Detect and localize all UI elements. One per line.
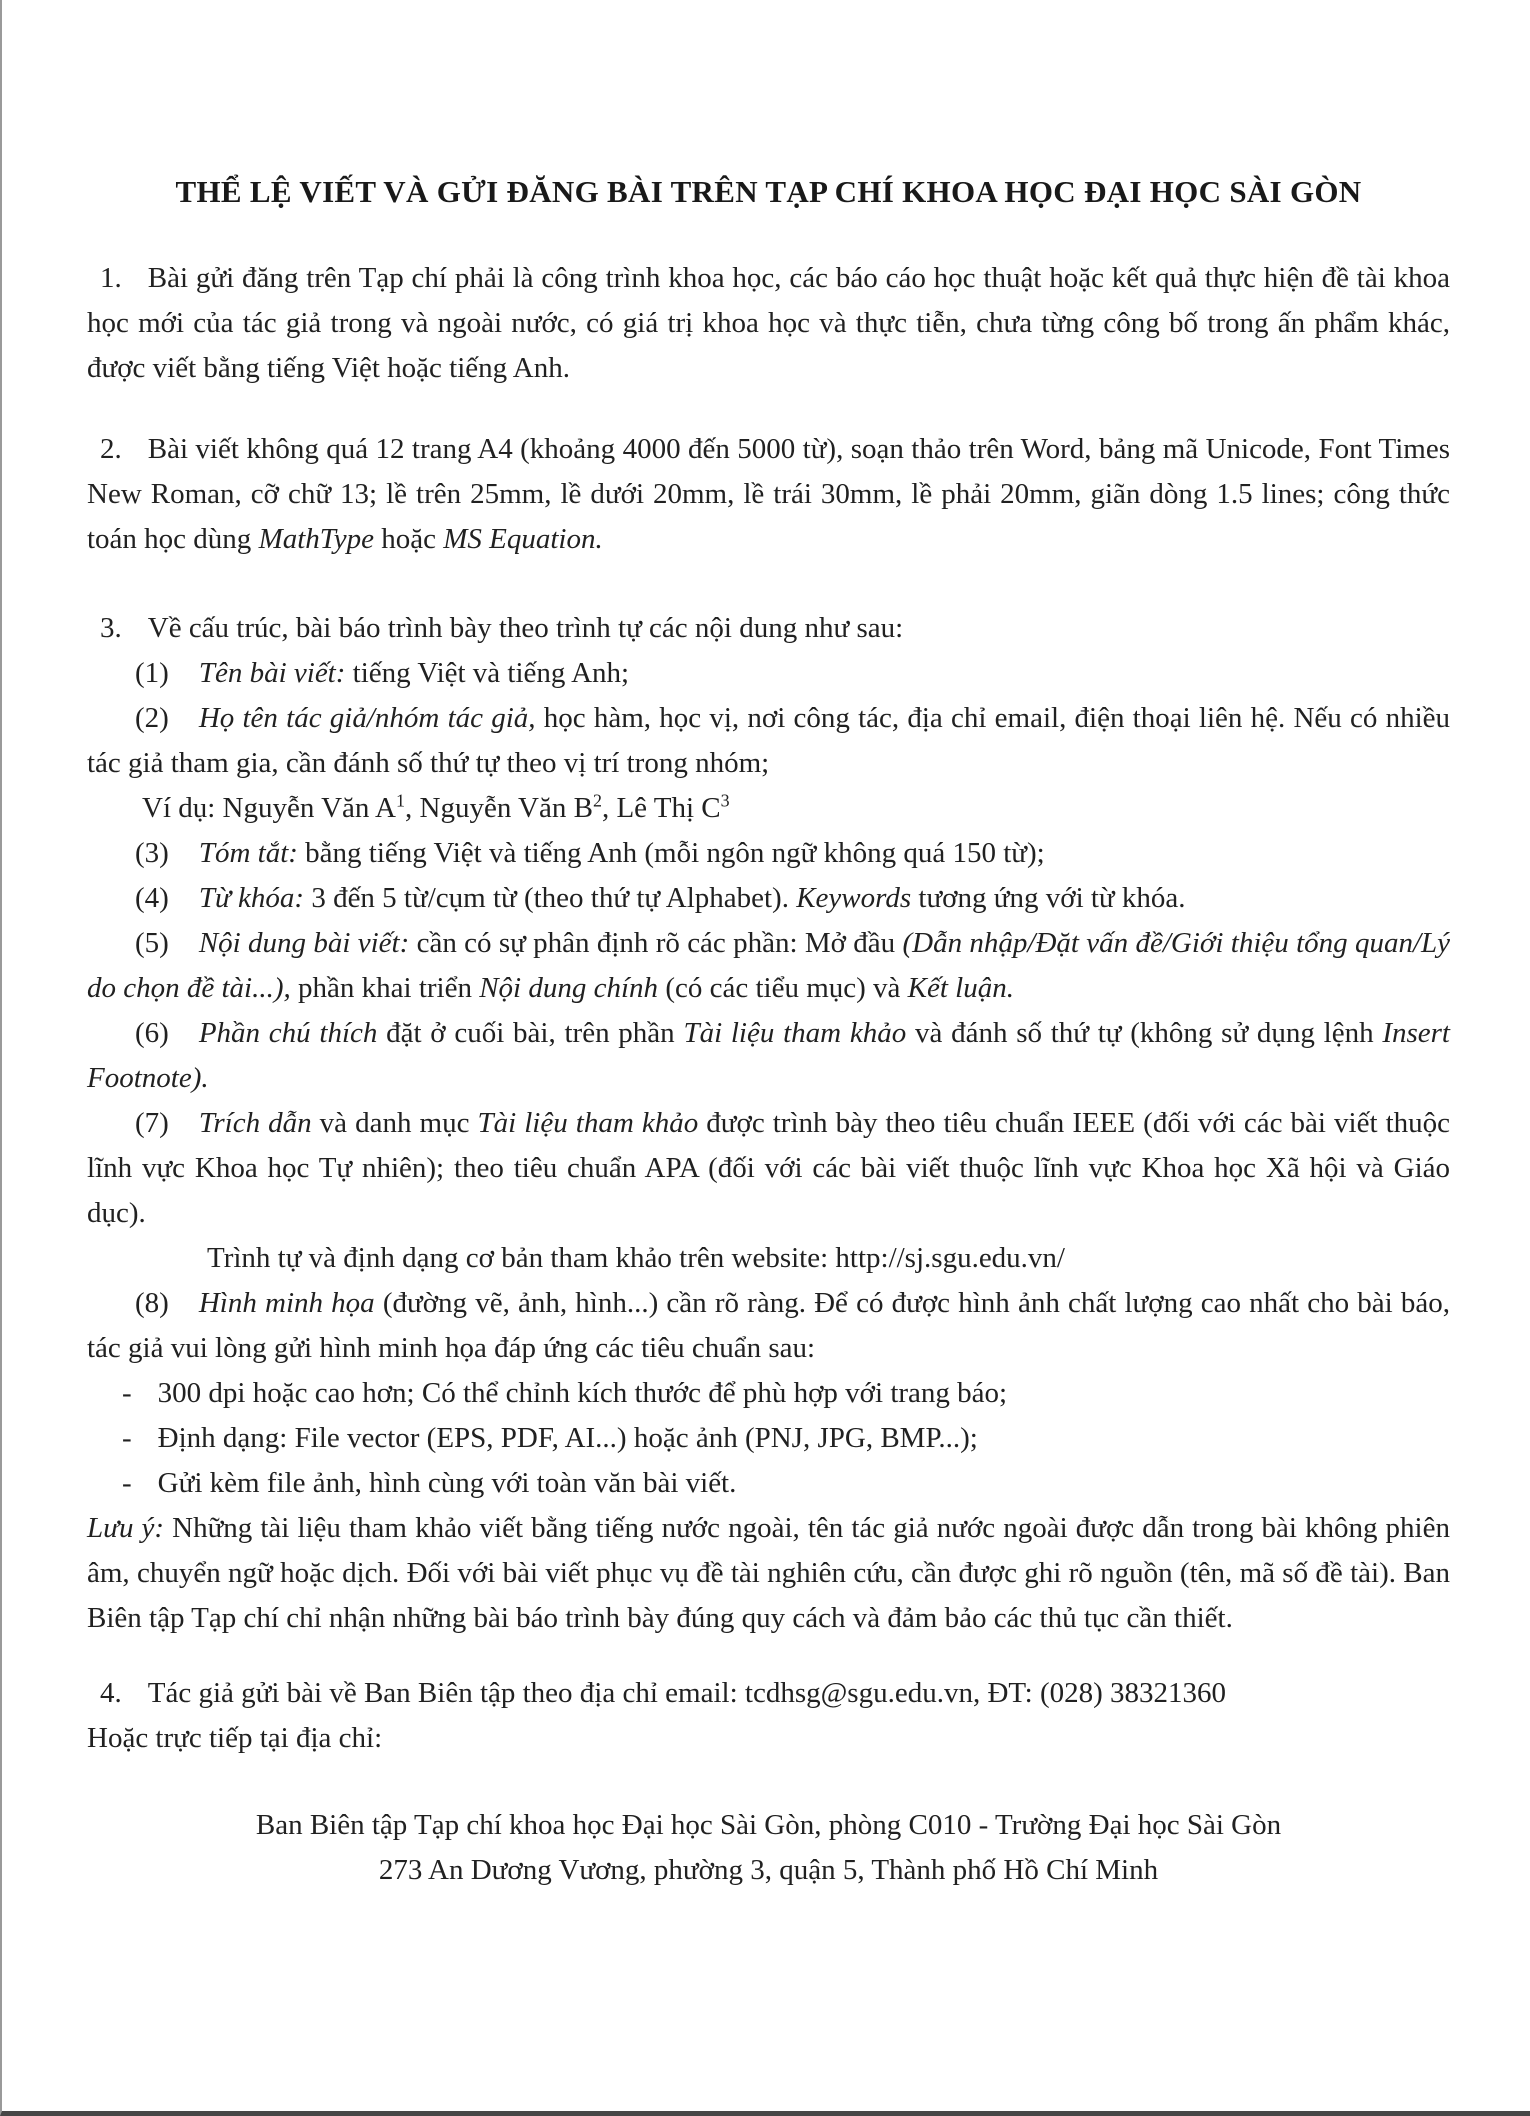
superscript: 3 xyxy=(720,790,730,811)
item-number: (8) xyxy=(135,1287,169,1319)
list-item-6 xyxy=(87,1011,1450,1101)
paragraph-3 xyxy=(87,606,1450,651)
italic-segment: Tên bài viết: xyxy=(198,657,346,689)
dash-item-3 xyxy=(122,1461,1450,1506)
item-number: (6) xyxy=(135,1017,169,1049)
italic-segment: Tóm tắt: xyxy=(198,837,298,869)
text-segment: học hàm, học vị, nơi công tác, địa chỉ email, điện thoại liên hệ. Nếu có nhiều tác giả tham gia, cần đánh số thứ tự theo vị trí trong nhóm; xyxy=(87,702,1451,779)
text-segment: , Lê Thị C xyxy=(601,792,721,824)
address-line-2: 273 An Dương Vương, phường 3, quận 5, Thành phố Hồ Chí Minh xyxy=(378,1854,1159,1886)
item-number: 3. xyxy=(100,612,122,644)
list-item-1 xyxy=(87,651,1450,696)
text-segment: đặt ở cuối bài, trên phần xyxy=(377,1017,684,1049)
text-segment: bằng tiếng Việt và tiếng Anh (mỗi ngôn ngữ không quá 150 từ); xyxy=(297,837,1045,869)
italic-segment: Tài liệu tham khảo xyxy=(477,1107,699,1139)
item-number: (7) xyxy=(135,1107,169,1139)
text-segment: (đường vẽ, ảnh, hình...) cần rõ ràng. Để có được hình ảnh chất lượng cao nhất cho bài báo, tác giả vui lòng gửi hình minh họa đáp ứng các tiêu chuẩn sau: xyxy=(87,1287,1450,1364)
item-number: (2) xyxy=(135,702,169,734)
text-segment: cần có sự phân định rõ các phần: Mở đầu xyxy=(409,927,903,959)
text-segment: 300 dpi hoặc cao hơn; Có thể chỉnh kích thước để phù hợp với trang báo; xyxy=(157,1377,1008,1409)
italic-segment: (Dẫn nhập/Đặt vấn đề/Giới thiệu tổng quan/Lý do chọn đề tài...), xyxy=(87,927,1450,1004)
italic-segment: Họ tên tác giả/nhóm tác giả, xyxy=(198,702,536,734)
website-line: Trình tự và định dạng cơ bản tham khảo trên website: http://sj.sgu.edu.vn/ xyxy=(207,1242,1065,1274)
address-line-1: Ban Biên tập Tạp chí khoa học Đại học Sài Gòn, phòng C010 - Trường Đại học Sài Gòn xyxy=(255,1809,1282,1841)
document-page xyxy=(2,0,1530,1893)
italic-segment: Kết luận. xyxy=(907,972,1014,1004)
dash-item-2 xyxy=(122,1416,1450,1461)
item-number: 2. xyxy=(100,433,122,465)
text-segment: (có các tiểu mục) và xyxy=(658,972,908,1004)
text-segment: và đánh số thứ tự (không sử dụng lệnh xyxy=(906,1017,1383,1049)
italic-segment: Nội dung bài viết: xyxy=(198,927,410,959)
italic-segment: Nội dung chính xyxy=(479,972,659,1004)
paragraph-4-line-2: Hoặc trực tiếp tại địa chỉ: xyxy=(87,1722,383,1754)
list-item-5 xyxy=(87,921,1450,1011)
text-segment: Định dạng: File vector (EPS, PDF, AI...) hoặc ảnh (PNJ, JPG, BMP...); xyxy=(157,1422,978,1454)
text-segment: và danh mục xyxy=(311,1107,478,1139)
list-item-8 xyxy=(87,1281,1450,1371)
list-item-7 xyxy=(87,1101,1450,1236)
italic-segment: Hình minh họa xyxy=(198,1287,375,1319)
italic-segment: Tài liệu tham khảo xyxy=(683,1017,907,1049)
italic-segment: Lưu ý: xyxy=(87,1512,165,1544)
item-number: 4. xyxy=(100,1677,122,1709)
dash-item-1 xyxy=(122,1371,1450,1416)
item-number: 1. xyxy=(100,262,122,294)
italic-segment: Phần chú thích xyxy=(198,1017,378,1049)
text-segment: Gửi kèm file ảnh, hình cùng với toàn văn bài viết. xyxy=(157,1467,737,1499)
text-segment: Bài gửi đăng trên Tạp chí phải là công trình khoa học, các báo cáo học thuật hoặc kết quả thực hiện đề tài khoa học mới của tác giả trong và ngoài nước, có giá trị khoa học và thực tiễn, chưa từng công bố trong ấn phẩm khác, được viết bằng tiếng Việt hoặc tiếng Anh. xyxy=(87,262,1450,384)
text-segment: Tác giả gửi bài về Ban Biên tập theo địa chỉ email: tcdhsg@sgu.edu.vn, ĐT: (028) 38321360 xyxy=(147,1677,1227,1709)
superscript: 1 xyxy=(396,790,405,811)
italic-segment: Từ khóa: xyxy=(198,882,305,914)
italic-segment: Insert Footnote). xyxy=(87,1017,1450,1094)
text-segment: tiếng Việt và tiếng Anh; xyxy=(345,657,630,689)
item-number: (1) xyxy=(135,657,169,689)
list-item-2 xyxy=(87,696,1450,786)
document-title: THỂ LỆ VIẾT VÀ GỬI ĐĂNG BÀI TRÊN TẠP CHÍ KHOA HỌC ĐẠI HỌC SÀI GÒN xyxy=(175,174,1362,209)
text-segment: được trình bày theo tiêu chuẩn IEEE (đối với các bài viết thuộc lĩnh vực Khoa học Tự nhiên); theo tiêu chuẩn APA (đối với các bài viết thuộc lĩnh vực Khoa học Xã hội và Giáo dục). xyxy=(87,1107,1450,1229)
italic-segment: Trích dẫn xyxy=(198,1107,312,1139)
item-number: (3) xyxy=(135,837,169,869)
italic-segment: Keywords xyxy=(796,882,912,914)
text-segment: Những tài liệu tham khảo viết bằng tiếng nước ngoài, tên tác giả nước ngoài được dẫn trong bài không phiên âm, chuyển ngữ hoặc dịch. Đối với bài viết phục vụ đề tài nghiên cứu, cần được ghi rõ nguồn (tên, mã số đề tài). Ban Biên tập Tạp chí chỉ nhận những bài báo trình bày đúng quy cách và đảm bảo các thủ tục cần thiết. xyxy=(87,1512,1450,1634)
text-segment: , Nguyễn Văn B xyxy=(405,792,593,824)
dash-marker: - xyxy=(122,1467,132,1499)
italic-segment: MS Equation. xyxy=(443,523,603,555)
example-line xyxy=(142,786,1450,831)
text-segment: 3 đến 5 từ/cụm từ (theo thứ tự Alphabet). xyxy=(304,882,797,914)
text-segment: phần khai triển xyxy=(290,972,480,1004)
item-number: (5) xyxy=(135,927,169,959)
list-item-3 xyxy=(87,831,1450,876)
text-segment: Bài viết không quá 12 trang A4 (khoảng 4000 đến 5000 từ), soạn thảo trên Word, bảng mã Unicode, Font Times New Roman, cỡ chữ 13; lề trên 25mm, lề dưới 20mm, lề trái 30mm, lề phải 20mm, giãn dòng 1.5 lines; công thức toán học dùng xyxy=(87,433,1450,555)
paragraph-4 xyxy=(87,1671,1450,1716)
paragraph-2 xyxy=(87,427,1450,562)
superscript: 2 xyxy=(592,790,602,811)
address-block xyxy=(87,1803,1450,1893)
text-segment: tương ứng với từ khóa. xyxy=(911,882,1186,914)
text-segment: Ví dụ: Nguyễn Văn A xyxy=(142,792,397,824)
dash-marker: - xyxy=(122,1377,132,1409)
dash-marker: - xyxy=(122,1422,132,1454)
text-segment: Về cấu trúc, bài báo trình bày theo trình tự các nội dung như sau: xyxy=(147,612,904,644)
list-item-4 xyxy=(87,876,1450,921)
italic-segment: MathType xyxy=(258,523,374,555)
item-number: (4) xyxy=(135,882,169,914)
note-paragraph xyxy=(87,1506,1450,1641)
text-segment: hoặc xyxy=(374,523,444,555)
paragraph-1 xyxy=(87,256,1450,391)
